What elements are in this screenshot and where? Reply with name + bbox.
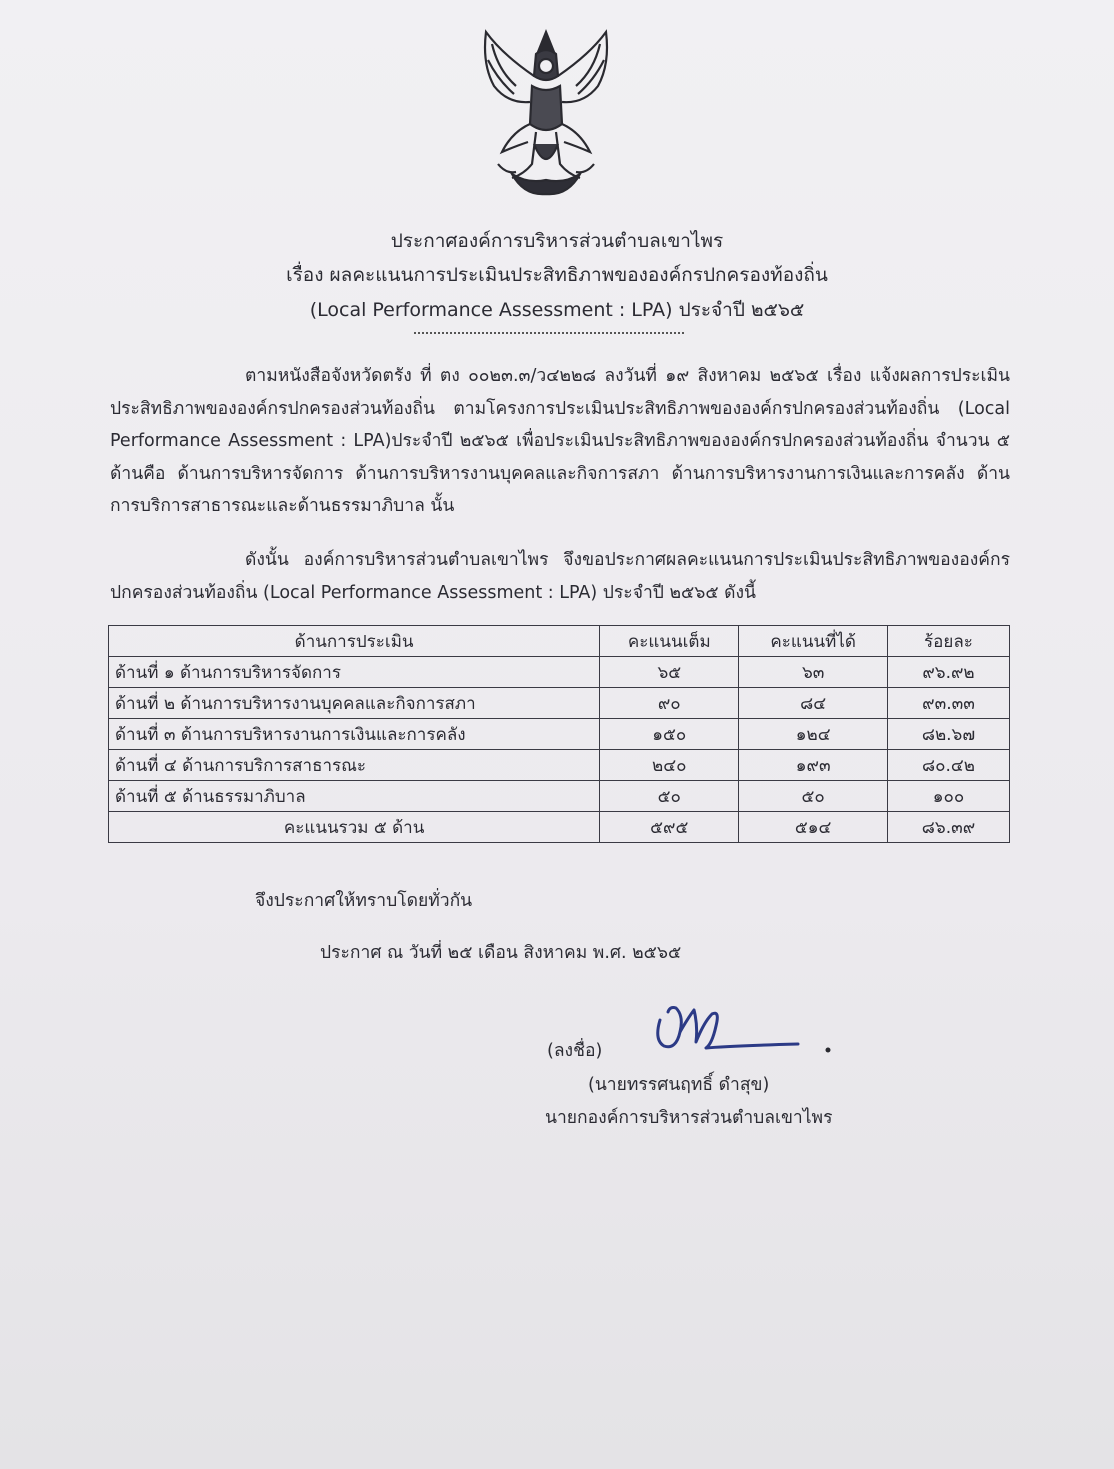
score-table [108,625,1010,843]
announcement-date: ประกาศ ณ วันที่ ๒๕ เดือน สิงหาคม พ.ศ. ๒๕๖๕ [320,943,682,963]
signature-label: (ลงชื่อ) [547,1041,603,1061]
cell-percent: ๘๐.๔๒ [887,750,1009,781]
paragraph-reference: ตามหนังสือจังหวัดตรัง ที่ ตง ๐๐๒๓.๓/ว๔๒๒๘ ลงวันที่ ๑๙ สิงหาคม ๒๕๖๕ เรื่อง แจ้งผลการประเมินประสิทธิภาพขององค์กรปกครองส่วนท้องถิ่น ตามโครงการประเมินประสิทธิภาพขององค์กรปกครองส่วนท้องถิ่น (Local Performance Assessment : LPA)ประจำปี ๒๕๖๕ เพื่อประเมินประสิทธิภาพขององค์กรปกครองส่วนท้องถิ่น จำนวน ๕ ด้านคือ ด้านการบริหารจัดการ ด้านการบริหารงานบุคคลและกิจการสภา ด้านการบริหารงานการเงินและการคลัง ด้านการบริการสาธารณะและด้านธรรมาภิบาล นั้น [110,366,1010,516]
notice-subject-en: (Local Performance Assessment : LPA) ประจำปี ๒๕๖๕ [309,299,805,321]
table-row [109,657,1010,688]
cell-aspect: ด้านที่ ๒ ด้านการบริหารงานบุคคลและกิจการสภา [109,688,600,719]
notice-subject: เรื่อง ผลคะแนนการประเมินประสิทธิภาพขององค์กรปกครองท้องถิ่น [286,264,828,286]
dotted-divider [414,332,684,334]
cell-obtained: ๕๐ [739,781,888,812]
cell-percent: ๙๓.๓๓ [887,688,1009,719]
cell-percent: ๙๖.๙๒ [887,657,1009,688]
notice-title: ประกาศองค์การบริหารส่วนตำบลเขาไพร [390,230,724,252]
table-row [109,688,1010,719]
header-assessment: ด้านการประเมิน [109,626,600,657]
table-row [109,781,1010,812]
cell-obtained: ๑๙๓ [739,750,888,781]
header-full-score: คะแนนเต็ม [600,626,739,657]
total-obtained: ๕๑๔ [739,812,888,843]
cell-full: ๖๕ [600,657,739,688]
cell-full: ๙๐ [600,688,739,719]
table-header-row [109,626,1010,657]
cell-full: ๑๕๐ [600,719,739,750]
cell-aspect: ด้านที่ ๔ ด้านการบริการสาธารณะ [109,750,600,781]
total-full: ๕๙๕ [600,812,739,843]
cell-obtained: ๘๔ [739,688,888,719]
table-total-row [109,812,1010,843]
cell-full: ๕๐ [600,781,739,812]
garuda-emblem-icon [472,24,620,204]
cell-obtained: ๖๓ [739,657,888,688]
handwritten-signature-icon [646,996,836,1066]
cell-obtained: ๑๒๔ [739,719,888,750]
cell-aspect: ด้านที่ ๑ ด้านการบริหารจัดการ [109,657,600,688]
signatory-title: นายกองค์การบริหารส่วนตำบลเขาไพร [545,1108,833,1128]
table-row [109,750,1010,781]
cell-full: ๒๔๐ [600,750,739,781]
paragraph-announcement: ดังนั้น องค์การบริหารส่วนตำบลเขาไพร จึงขอประกาศผลคะแนนการประเมินประสิทธิภาพขององค์กรปกครองส่วนท้องถิ่น (Local Performance Assessment : LPA) ประจำปี ๒๕๖๕ ดังนี้ [110,550,1010,603]
cell-aspect: ด้านที่ ๕ ด้านธรรมาภิบาล [109,781,600,812]
header-percent: ร้อยละ [887,626,1009,657]
signatory-name: (นายทรรศนฤทธิ์ ดำสุข) [588,1075,770,1095]
cell-percent: ๑๐๐ [887,781,1009,812]
header-score-obtained: คะแนนที่ได้ [739,626,888,657]
cell-aspect: ด้านที่ ๓ ด้านการบริหารงานการเงินและการคลัง [109,719,600,750]
total-percent: ๘๖.๓๙ [887,812,1009,843]
closing-text: จึงประกาศให้ทราบโดยทั่วกัน [255,891,473,911]
table-row [109,719,1010,750]
cell-percent: ๘๒.๖๗ [887,719,1009,750]
total-label: คะแนนรวม ๕ ด้าน [109,812,600,843]
